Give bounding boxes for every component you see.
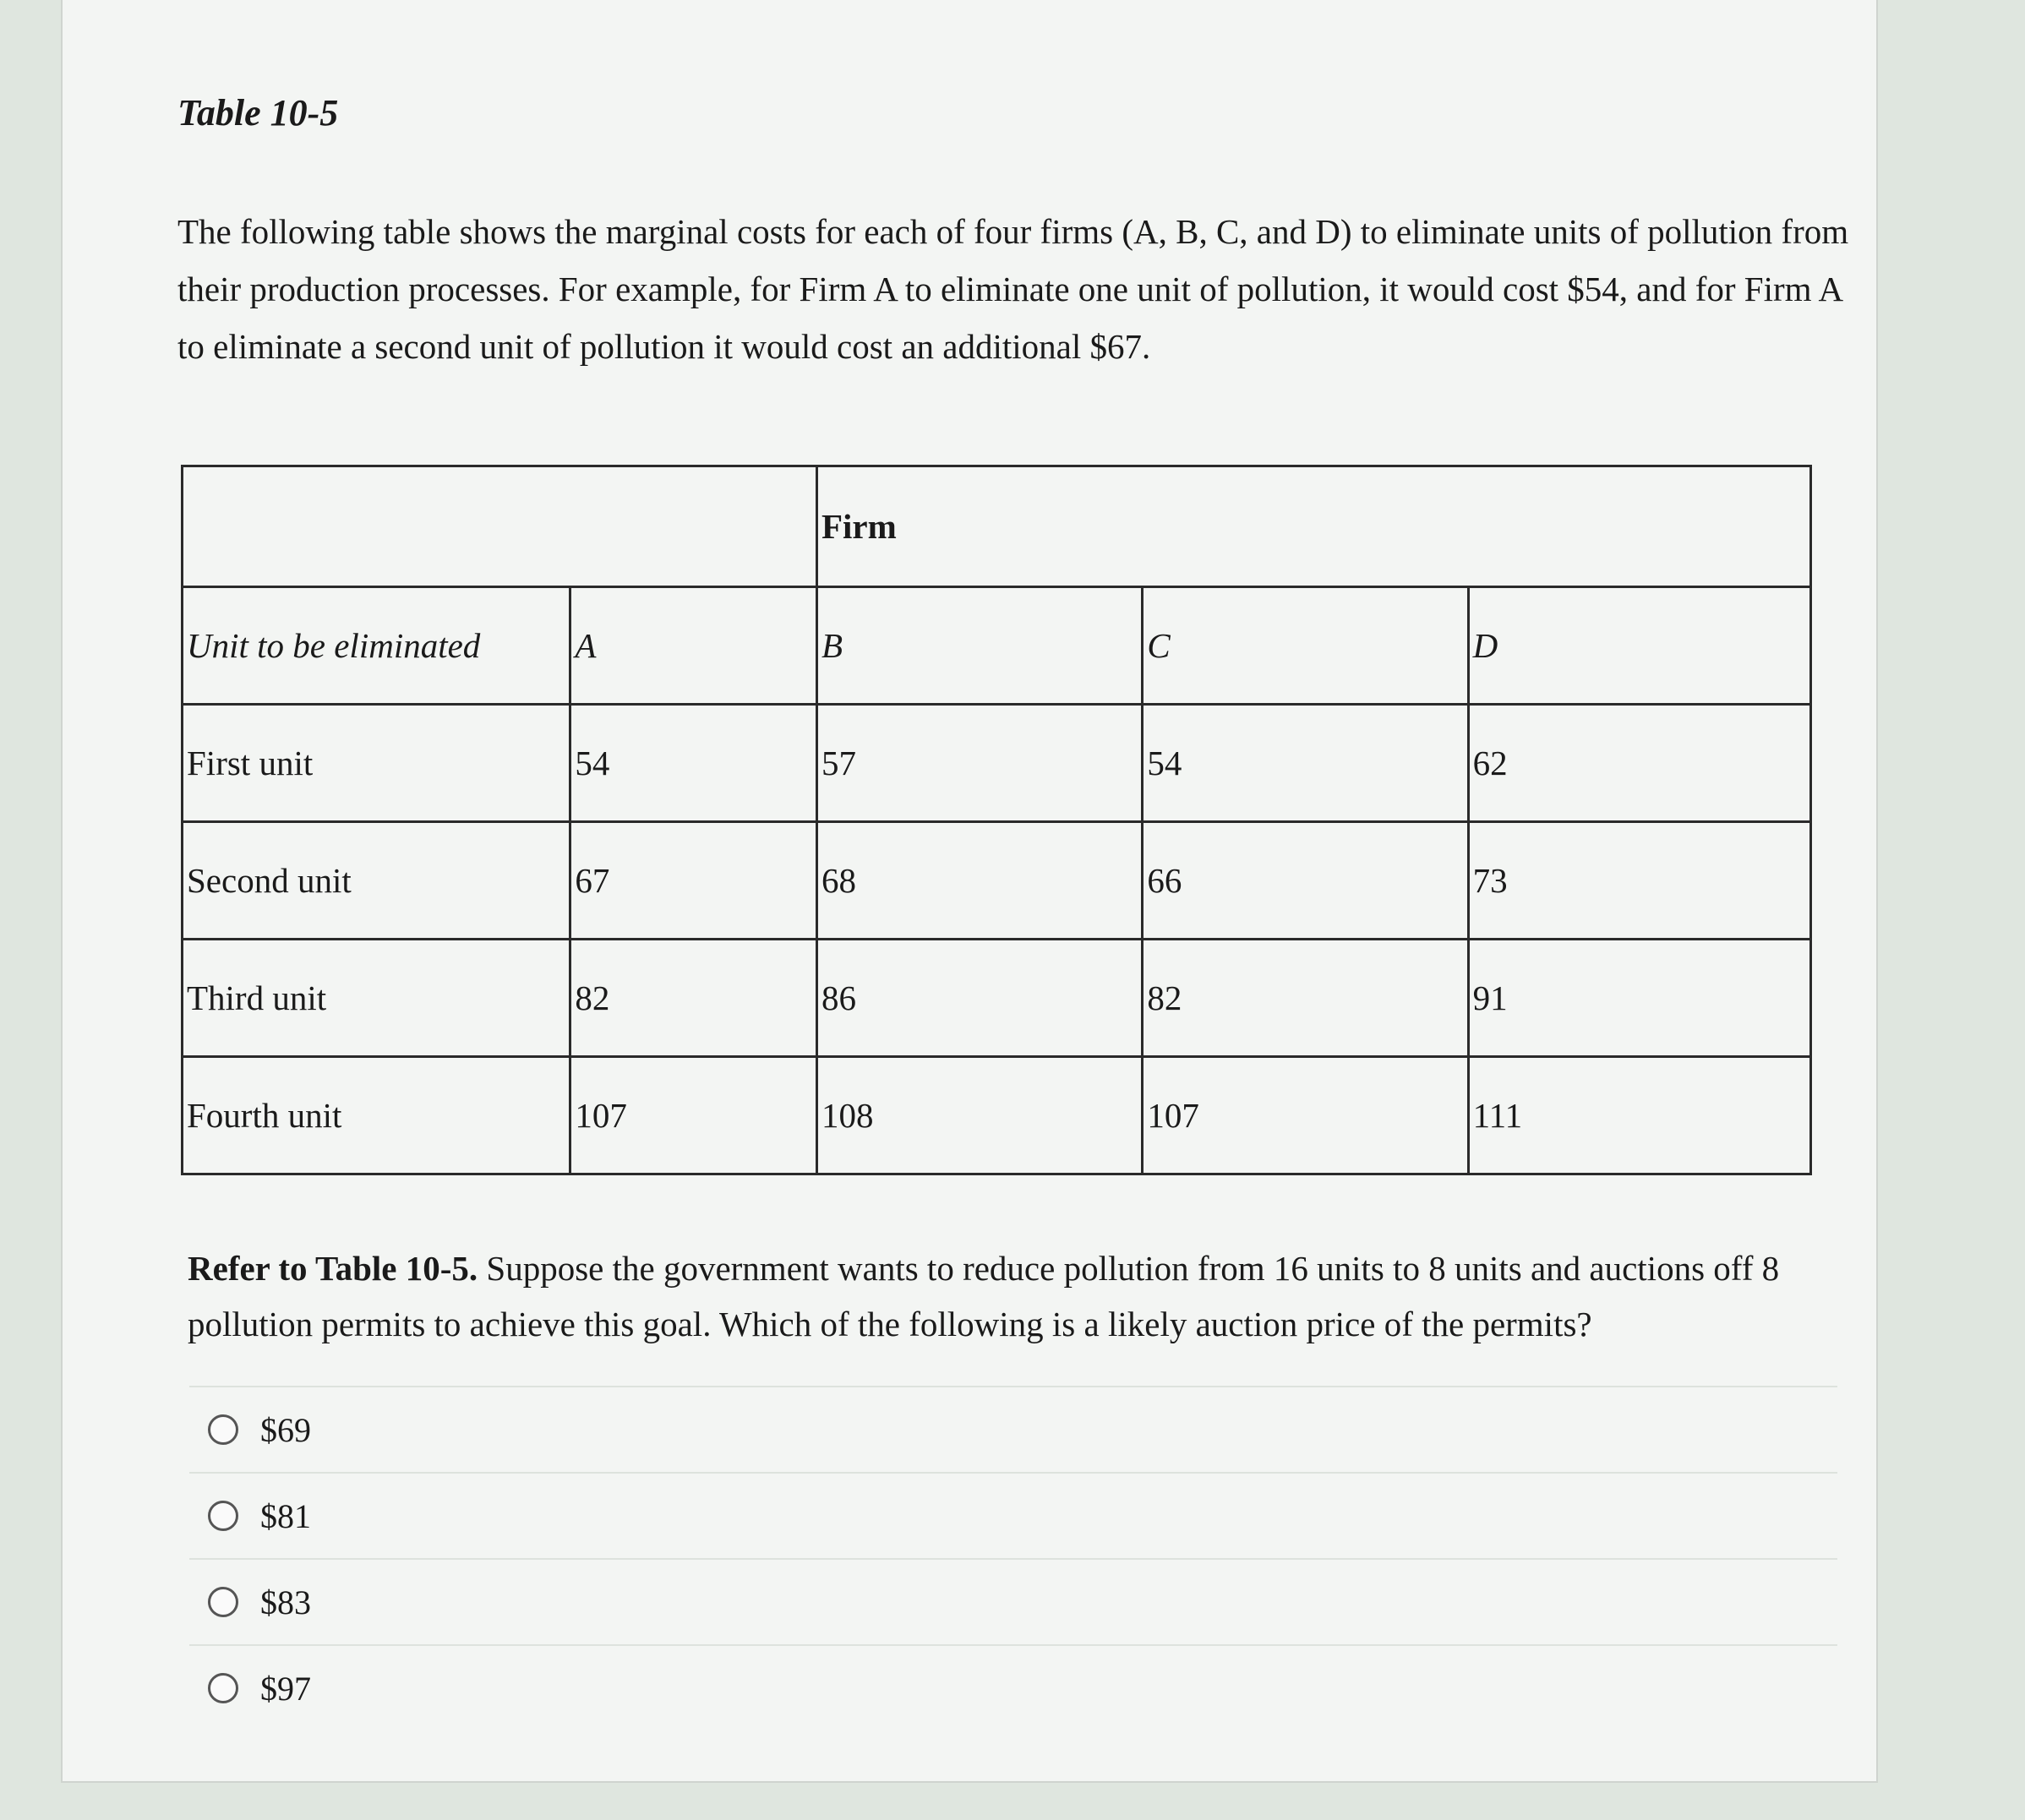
table-cell: 107 bbox=[1143, 1057, 1468, 1174]
table-cell: 91 bbox=[1468, 940, 1810, 1057]
firm-header: Firm bbox=[821, 507, 897, 546]
row-label: Third unit bbox=[183, 940, 570, 1057]
table-column-header-row bbox=[183, 587, 1811, 705]
marginal-cost-table bbox=[181, 465, 1812, 1175]
question-page bbox=[61, 0, 1878, 1783]
row-label: Fourth unit bbox=[183, 1057, 570, 1174]
table-cell: 108 bbox=[816, 1057, 1142, 1174]
table-row bbox=[183, 1057, 1811, 1174]
table-cell: 67 bbox=[570, 822, 817, 940]
table-cell: 66 bbox=[1143, 822, 1468, 940]
answer-option-4[interactable] bbox=[189, 1644, 1837, 1730]
table-row bbox=[183, 705, 1811, 822]
table-title: Table 10-5 bbox=[177, 92, 339, 134]
intro-paragraph: The following table shows the marginal costs for each of four firms (A, B, C, and D) to eliminate units of pollution from their production processes. For example, for Firm A to eliminate one unit of pollution, it would cost $54, and for Firm A to eliminate a second unit of pollution it would cost an additional $67. bbox=[177, 212, 1849, 366]
question-body: Suppose the government wants to reduce pollution from 16 units to 8 units and auctions off 8 pollution permits to achieve this goal. Which of the following is a likely auction price of the permits? bbox=[188, 1249, 1780, 1343]
table-corner-cell bbox=[183, 466, 817, 587]
answer-option-3[interactable] bbox=[189, 1558, 1837, 1644]
table-row bbox=[183, 940, 1811, 1057]
table-cell: 111 bbox=[1468, 1057, 1810, 1174]
radio-button[interactable] bbox=[208, 1501, 238, 1531]
option-label: $69 bbox=[260, 1410, 311, 1449]
table-cell: 54 bbox=[1143, 705, 1468, 822]
table-cell: 82 bbox=[1143, 940, 1468, 1057]
column-header-d: D bbox=[1468, 587, 1810, 705]
option-label: $97 bbox=[260, 1669, 311, 1708]
table-row bbox=[183, 822, 1811, 940]
column-header-b: B bbox=[816, 587, 1142, 705]
row-header-cell: Unit to be eliminated bbox=[183, 587, 570, 705]
radio-button[interactable] bbox=[208, 1673, 238, 1703]
table-cell: 57 bbox=[816, 705, 1142, 822]
option-label: $81 bbox=[260, 1496, 311, 1535]
question-reference: Refer to Table 10-5. bbox=[188, 1249, 478, 1288]
answer-option-1[interactable] bbox=[189, 1386, 1837, 1472]
radio-button[interactable] bbox=[208, 1587, 238, 1617]
row-label: Second unit bbox=[183, 822, 570, 940]
table-cell: 54 bbox=[570, 705, 817, 822]
question-text bbox=[188, 1240, 1836, 1352]
answer-option-2[interactable] bbox=[189, 1472, 1837, 1558]
row-label: First unit bbox=[183, 705, 570, 822]
firm-header-cell bbox=[816, 466, 1810, 587]
option-label: $83 bbox=[260, 1583, 311, 1621]
table-firm-header-row bbox=[183, 466, 1811, 587]
answer-options bbox=[189, 1386, 1837, 1730]
table-cell: 68 bbox=[816, 822, 1142, 940]
table-cell: 73 bbox=[1468, 822, 1810, 940]
table-cell: 82 bbox=[570, 940, 817, 1057]
column-header-c: C bbox=[1143, 587, 1468, 705]
column-header-a: A bbox=[570, 587, 817, 705]
table-cell: 107 bbox=[570, 1057, 817, 1174]
table-cell: 62 bbox=[1468, 705, 1810, 822]
table-cell: 86 bbox=[816, 940, 1142, 1057]
radio-button[interactable] bbox=[208, 1414, 238, 1445]
